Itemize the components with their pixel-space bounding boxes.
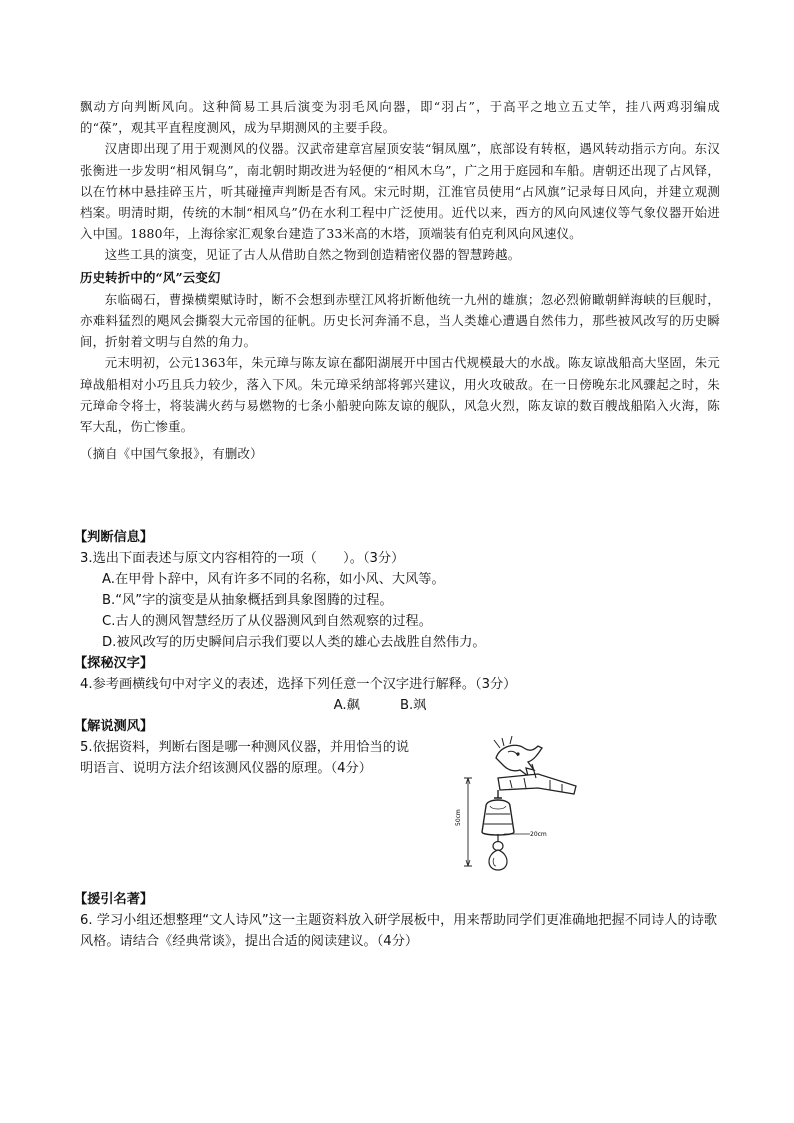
passage-paragraph: 元末明初，公元1363年，朱元璋与陈友谅在鄱阳湖展开中国古代规模最大的水战。陈友谅战船高大坚固，朱元璋战船相对小巧且兵力较少，落入下风。朱元璋采纳部将郭兴建议，用火攻破敌。在一日傍晚东北风骤起之时，朱元璋命令将士，将装满火药与易燃物的七条小船驶向陈友谅的舰队，风急火烈，陈友谅的数百艘战船陷入火海，陈军大乱，伤亡惨重。 <box>80 355 720 435</box>
section-title-hanzi: 【探秘汉字】 <box>74 656 154 671</box>
question-block-4 <box>74 653 720 716</box>
question-4-option-a[interactable]: A.飙 <box>333 698 360 713</box>
section-title-classics: 【援引名著】 <box>74 892 154 907</box>
passage-subheading: 历史转折中的“风”云变幻 <box>80 269 221 285</box>
wind-instrument-illustration <box>438 734 578 874</box>
question-block-3 <box>74 527 720 653</box>
section-title-wind: 【解说测风】 <box>74 719 154 734</box>
section-title-judge: 【判断信息】 <box>74 530 154 545</box>
height-dimension-label: 50cm <box>455 809 462 826</box>
question-block-5 <box>74 716 720 779</box>
question-5-line: 5.依据资料，判断右图是哪一种测风仪器，并用恰当的说 <box>80 740 410 755</box>
question-4-option-b[interactable]: B.飒 <box>399 698 427 713</box>
passage-source: （摘自《中国气象报》，有删改） <box>80 446 263 462</box>
question-4-stem: 4.参考画横线句中对字义的表述，选择下列任意一个汉字进行解释。（3分） <box>80 677 517 692</box>
question-3-option-b[interactable]: B.“风”字的演变是从抽象概括到具象图腾的过程。 <box>102 593 393 608</box>
passage-paragraph: 东临碣石，曹操横槊赋诗时，断不会想到赤壁江风将折断他统一九州的雄旗；忽必烈俯瞰朝鲜海峡的巨舰时，亦难料猛烈的飓风会撕裂大元帝国的征帆。历史长河奔涌不息，当人类雄心遭遇自然伟力，那些被风改写的历史瞬间，折射着文明与自然的角力。 <box>80 291 720 350</box>
question-3-option-c[interactable]: C.古人的测风智慧经历了从仪器测风到自然观察的过程。 <box>102 614 432 629</box>
question-6-stem: 6. 学习小组还想整理“文人诗风”这一主题资料放入研学展板中，用来帮助同学们更准确地把握不同诗人的诗歌风格。请结合《经典常谈》，提出合适的阅读建议。（4分） <box>80 913 718 949</box>
width-dimension-label: 20cm <box>530 831 547 838</box>
passage-paragraph: 这些工具的演变，见证了古人从借助自然之物到创造精密仪器的智慧跨越。 <box>104 247 521 263</box>
question-3-option-d[interactable]: D.被风改写的历史瞬间启示我们要以人类的雄心去战胜自然伟力。 <box>102 635 486 650</box>
reading-passage <box>80 96 720 464</box>
question-3-stem: 3.选出下面表述与原文内容相符的一项（ ）。（3分） <box>80 551 405 566</box>
question-3-option-a[interactable]: A.在甲骨卜辞中，风有许多不同的名称，如小风、大风等。 <box>102 572 445 587</box>
question-4-options <box>80 695 720 716</box>
question-5-line: 明语言、说明方法介绍该测风仪器的原理。（4分） <box>80 761 372 776</box>
passage-paragraph: 飘动方向判断风向。这种简易工具后演变为羽毛风向器，即“羽占”，于高平之地立五丈竿，挂八两鸡羽编成的“葆”，观其平直程度测风，成为早期测风的主要手段。 <box>80 99 720 136</box>
passage-paragraph: 汉唐即出现了用于观测风的仪器。汉武帝建章宫屋顶安装“铜凤凰”，底部设有转枢，遇风转动指示方向。东汉张衡进一步发明“相风铜乌”，南北朝时期改进为轻便的“相风木乌”，广之用于庭园和车船。唐朝还出现了占风铎，以在竹林中悬挂碎玉片，听其碰撞声判断是否有风。宋元时期，江淮官员使用“占风旗”记录每日风向，并建立观测档案。明清时期，传统的木制“相风乌”仍在水利工程中广泛使用。近代以来，西方的风向风速仪等气象仪器开始进入中国。1880年，上海徐家汇观象台建造了33米高的木塔，顶端装有伯克利风向风速仪。 <box>80 141 720 242</box>
question-block-6 <box>74 889 720 952</box>
